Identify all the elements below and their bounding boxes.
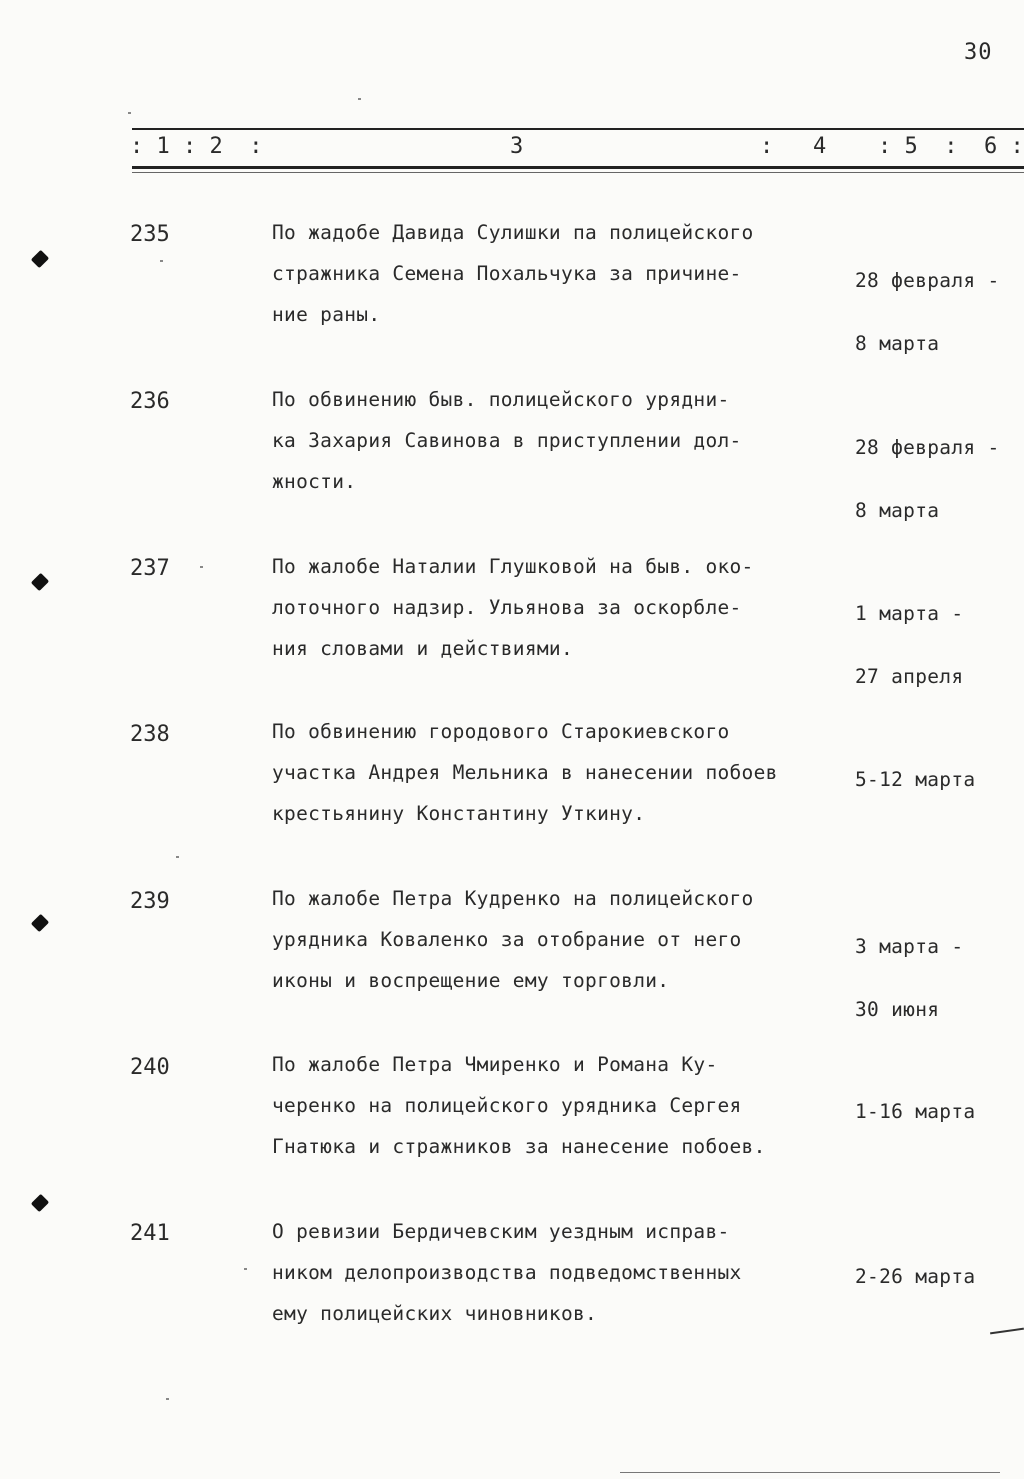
date-line: 27 апреля bbox=[855, 665, 964, 688]
entry-description bbox=[272, 379, 822, 502]
entry-description bbox=[272, 1044, 822, 1167]
column-header-3: 3 bbox=[510, 134, 524, 159]
entry-description bbox=[272, 878, 822, 1001]
punch-hole-icon bbox=[31, 250, 49, 268]
description-line: ником делопроизводства подведомственных bbox=[272, 1261, 742, 1284]
description-line: участка Андрея Мельника в нанесении побоев bbox=[272, 761, 778, 784]
description-line: иконы и воспрещение ему торговли. bbox=[272, 969, 670, 992]
entry-number: 238 bbox=[130, 722, 170, 747]
entry-description bbox=[272, 546, 822, 669]
entry-date bbox=[855, 727, 975, 832]
description-line: О ревизии Бердичевским уездным исправ- bbox=[272, 1220, 730, 1243]
date-line: 3 марта - bbox=[855, 935, 964, 958]
description-line: урядника Коваленко за отобрание от него bbox=[272, 928, 742, 951]
description-line: ния словами и действиями. bbox=[272, 637, 573, 660]
scan-speck bbox=[200, 566, 203, 568]
date-line: 1-16 марта bbox=[855, 1100, 976, 1123]
date-line: 30 июня bbox=[855, 998, 940, 1021]
header-rule-top bbox=[132, 128, 1024, 130]
description-line: лоточного надзир. Ульянова за оскорбле- bbox=[272, 596, 742, 619]
punch-hole-icon bbox=[31, 914, 49, 932]
description-line: По обвинению быв. полицейского урядни- bbox=[272, 388, 730, 411]
margin-pen-mark bbox=[990, 1328, 1024, 1335]
header-rule-bottom-thin bbox=[132, 172, 1024, 173]
date-line: 8 марта bbox=[855, 499, 940, 522]
description-line: По жадобе Давида Сулишки па полицейского bbox=[272, 221, 754, 244]
scan-speck bbox=[176, 856, 179, 858]
entry-date bbox=[855, 894, 963, 1062]
description-line: По обвинению городового Старокиевского bbox=[272, 720, 730, 743]
date-line: 2-26 марта bbox=[855, 1265, 976, 1288]
entry-number: 240 bbox=[130, 1055, 170, 1080]
description-line: ему полицейских чиновников. bbox=[272, 1302, 598, 1325]
description-line: стражника Семена Похальчука за причине- bbox=[272, 262, 742, 285]
column-header-4: : 4 bbox=[760, 134, 827, 159]
entry-description bbox=[272, 1211, 822, 1334]
description-line: крестьянину Константину Уткину. bbox=[272, 802, 646, 825]
date-line: 28 февраля - bbox=[855, 269, 1000, 292]
entry-number: 236 bbox=[130, 389, 170, 414]
description-line: ка Захария Савинова в приступлении дол- bbox=[272, 429, 742, 452]
scan-speck bbox=[244, 1268, 247, 1270]
entry-date bbox=[855, 395, 999, 563]
entry-number: 239 bbox=[130, 889, 170, 914]
description-line: черенко на полицейского урядника Сергея bbox=[272, 1094, 742, 1117]
entry-description bbox=[272, 212, 822, 335]
date-line: 28 февраля - bbox=[855, 436, 1000, 459]
description-line: По жалобе Петра Чмиренко и Романа Ку- bbox=[272, 1053, 718, 1076]
scan-speck bbox=[160, 260, 163, 262]
scan-speck bbox=[128, 112, 131, 114]
column-header-5-6: : 5 : 6 : bbox=[878, 134, 1024, 159]
entry-number: 235 bbox=[130, 222, 170, 247]
date-line: 1 марта - bbox=[855, 602, 964, 625]
scan-speck bbox=[166, 1398, 169, 1400]
entry-date bbox=[855, 561, 963, 729]
punch-hole-icon bbox=[31, 1194, 49, 1212]
date-line: 8 марта bbox=[855, 332, 940, 355]
entry-date bbox=[855, 228, 999, 396]
description-line: По жалобе Наталии Глушковой на быв. око- bbox=[272, 555, 754, 578]
entry-number: 241 bbox=[130, 1221, 170, 1246]
page-number: 30 bbox=[964, 40, 993, 65]
scan-speck bbox=[358, 98, 361, 100]
description-line: ние раны. bbox=[272, 303, 381, 326]
column-header-1-2: : 1 : 2 : bbox=[130, 134, 263, 159]
bottom-rule bbox=[620, 1472, 1000, 1473]
entry-description bbox=[272, 711, 822, 834]
date-line: 5-12 марта bbox=[855, 768, 976, 791]
description-line: жности. bbox=[272, 470, 357, 493]
entry-number: 237 bbox=[130, 556, 170, 581]
entry-date bbox=[855, 1059, 975, 1164]
header-rule-bottom bbox=[132, 166, 1024, 169]
entry-date bbox=[855, 1224, 975, 1329]
punch-hole-icon bbox=[31, 573, 49, 591]
description-line: По жалобе Петра Кудренко на полицейского bbox=[272, 887, 754, 910]
description-line: Гнатюка и стражников за нанесение побоев. bbox=[272, 1135, 766, 1158]
